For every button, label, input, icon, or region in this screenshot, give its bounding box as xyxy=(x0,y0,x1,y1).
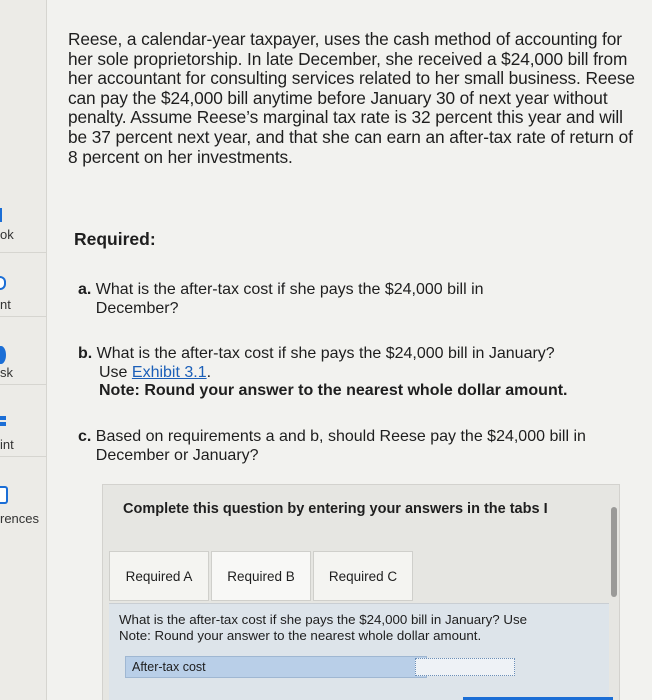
exhibit-line xyxy=(78,364,623,383)
references-icon xyxy=(0,486,8,504)
link-suffix: . xyxy=(206,363,212,381)
hint-icon-bar xyxy=(0,422,6,426)
scrollbar[interactable] xyxy=(611,507,617,597)
requirement-a xyxy=(78,281,551,318)
requirement-letter: c. xyxy=(78,428,92,445)
complete-instruction: Complete this question by entering your answers in the tabs I xyxy=(123,501,548,517)
question-content xyxy=(68,29,638,464)
sidebar-item-print[interactable] xyxy=(0,258,46,317)
tab-question-text: What is the after-tax cost if she pays the $24,000 bill in January? Use xyxy=(119,612,527,627)
requirement-letter: b. xyxy=(78,345,93,362)
requirement-b xyxy=(78,345,623,401)
requirement-text: What is the after-tax cost if she pays the $24,000 bill in January? xyxy=(96,345,555,362)
rounding-note: Note: Round your answer to the nearest whole dollar amount. xyxy=(99,382,568,399)
sidebar xyxy=(0,0,47,700)
sidebar-item-label: int xyxy=(0,437,14,452)
tab-required-b[interactable]: Required B xyxy=(211,551,311,601)
tab-content xyxy=(109,603,609,700)
ask-icon xyxy=(0,346,6,364)
requirement-text: Based on requirements a and b, should Reese pay the $24,000 bill in December or January? xyxy=(95,428,586,464)
answer-row xyxy=(125,656,427,678)
sidebar-item-label: rences xyxy=(0,511,40,526)
requirement-c xyxy=(78,428,591,465)
tab-question-note: Note: Round your answer to the nearest whole dollar amount. xyxy=(119,628,482,643)
after-tax-cost-input[interactable] xyxy=(415,658,515,676)
print-icon xyxy=(0,276,6,290)
exhibit-link[interactable]: Exhibit 3.1 xyxy=(131,363,207,381)
sidebar-item-label: nt xyxy=(0,297,11,312)
book-icon xyxy=(0,208,2,222)
use-prefix: Use xyxy=(99,363,128,381)
requirement-text: What is the after-tax cost if she pays the $24,000 bill in December? xyxy=(95,281,484,317)
tab-question xyxy=(119,612,614,644)
tab-required-a[interactable]: Required A xyxy=(109,551,209,601)
question-intro: Reese, a calendar-year taxpayer, uses the cash method of accounting for her sole proprietorship. In late December, she received a $24,000 bill from her accountant for consulting services related to her small business. Reese can pay the $24,000 bill anytime before January 30 of next year without penalty. Assume Reese’s marginal tax rate is 32 percent this year and will be 37 percent next year, and that she can earn an after-tax rate of return of 8 percent on her investments. xyxy=(68,29,635,167)
sidebar-item-label: sk xyxy=(0,365,13,380)
required-heading: Required: xyxy=(74,229,156,249)
answer-label: After-tax cost xyxy=(132,660,206,674)
tab-required-c[interactable]: Required C xyxy=(313,551,413,601)
sidebar-item-book[interactable] xyxy=(0,194,46,253)
sidebar-item-hint[interactable] xyxy=(0,398,46,457)
sidebar-item-ask[interactable] xyxy=(0,326,46,385)
hint-icon xyxy=(0,416,6,420)
sidebar-item-label: ok xyxy=(0,227,14,242)
answer-panel xyxy=(102,484,620,700)
requirement-letter: a. xyxy=(78,281,92,298)
sidebar-item-references[interactable] xyxy=(0,466,46,524)
